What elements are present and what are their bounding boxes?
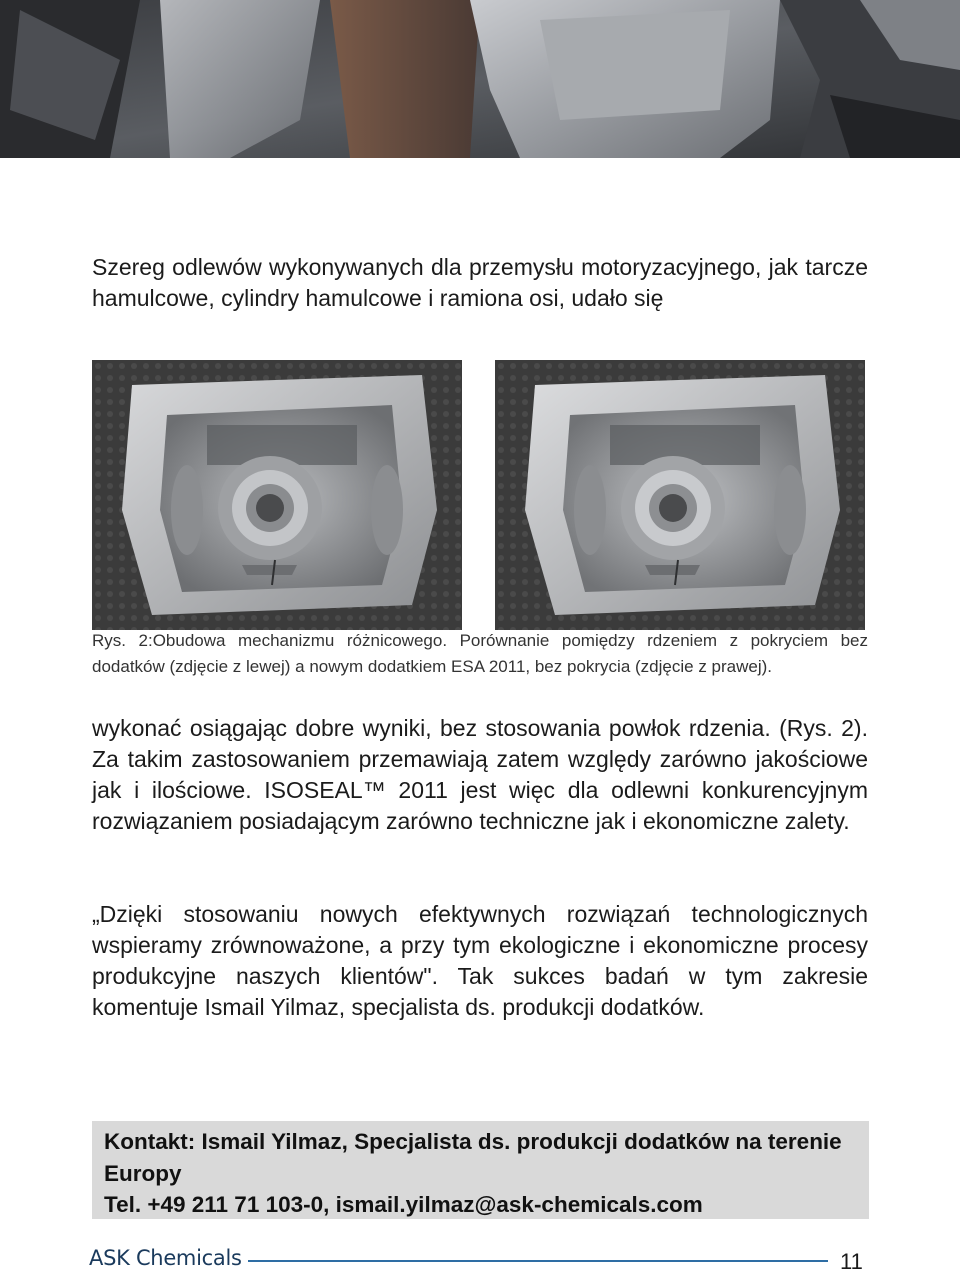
figure-photo-left [92,360,462,630]
contact-box [92,1121,869,1219]
header-photo [0,0,960,158]
page-number: 11 [840,1249,863,1274]
contact-name-line: Kontakt: Ismail Yilmaz, Specjalista ds. produkcji dodatków na terenie Europy [104,1129,842,1186]
intro-paragraph: Szereg odlewów wykonywanych dla przemysłu motoryzacyjnego, jak tarcze hamulcowe, cylindry hamulcowe i ramiona osi, udało się [92,254,868,311]
contact-phone-email: Tel. +49 211 71 103-0, ismail.yilmaz@ask-chemicals.com [104,1192,703,1217]
body-paragraph-2: „Dzięki stosowaniu nowych efektywnych rozwiązań technologicznych wspieramy zrównoważone, a przy tym ekologiczne i ekonomiczne procesy produkcyjne naszych klientów". Tak sukces badań w tym zakresie komentuje Ismail Yilmaz, specjalista ds. produkcji dodatków. [92,901,868,1020]
figure-photo-right [495,360,865,630]
figure-caption: Rys. 2:Obudowa mechanizmu różnicowego. Porównanie pomiędzy rdzeniem z pokryciem bez dodatków (zdjęcie z lewej) a nowym dodatkiem ESA 2011, bez pokrycia (zdjęcie z prawej). [92,631,868,676]
body-paragraph-1: wykonać osiągając dobre wyniki, bez stosowania powłok rdzenia. (Rys. 2). Za takim zastosowaniem przemawiają zatem względy zarówno jakościowe jak i ilościowe. ISOSEAL™ 2011 jest więc dla odlewni konkurencyjnym rozwiązaniem posiadającym zarówno techniczne jak i ekonomiczne zalety. [92,715,868,834]
footer-brand: ASK Chemicals [89,1246,242,1270]
footer-rule [248,1260,828,1262]
